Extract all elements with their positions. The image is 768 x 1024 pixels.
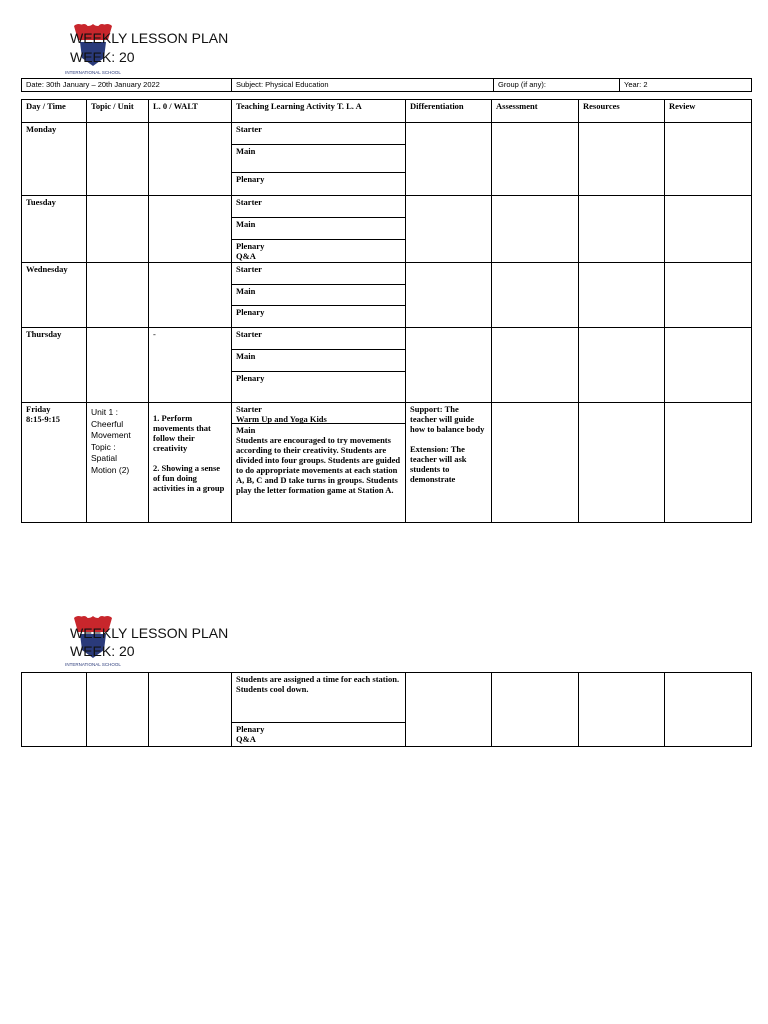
unit-line: Movement [91,430,131,440]
continuation-table [21,672,752,747]
tla-plenary: Plenary [236,307,265,317]
col-lo: L. 0 / WALT [149,100,232,123]
support-text: Support: The teacher will guide how to balance body [410,404,485,434]
col-assessment: Assessment [492,100,579,123]
friday-time: 8:15-9:15 [26,414,60,424]
school-logo-2 [64,610,122,672]
tla-starter: Starter [232,263,405,285]
unit-line: Spatial [91,453,117,463]
tla-starter: Starter [232,196,405,218]
col-topic: Topic / Unit [87,100,149,123]
col-review: Review [665,100,752,123]
tla-main [232,424,405,496]
plenary-label: Plenary [236,724,265,734]
plenary-label: Plenary [236,241,265,251]
logo-text: INTERNATIONAL SCHOOL [65,662,121,667]
tla-starter: Starter [232,123,405,145]
tla-cell [232,196,406,263]
table-row [22,673,752,747]
tla-cell [232,263,406,328]
unit-line: Cheerful [91,418,124,429]
header-row [22,100,752,123]
lo-thursday: - [149,328,232,403]
tla-cell [232,328,406,403]
table-row [22,123,752,196]
col-day: Day / Time [22,100,87,123]
group-cell [494,79,620,92]
year-text: Year: 2 [624,80,648,89]
lo-item-2: 2. Showing a sense of fun doing activities in a group [153,463,225,493]
day-thursday: Thursday [22,328,87,403]
table-row [22,403,752,523]
tla-starter: Starter [232,328,405,350]
lo-cell [149,403,232,523]
week-label: WEEK: 20 [70,49,135,65]
tla-cell [232,403,406,523]
tla-main: Main [232,285,405,306]
starter-text: Warm Up and Yoga Kids [236,414,327,424]
tla-starter [232,403,405,424]
subject-text: Subject: Physical Education [236,80,329,89]
plenary-note: Q&A [236,734,256,744]
col-resources: Resources [579,100,665,123]
table-row [22,263,752,328]
unit-line: Topic : [91,441,116,452]
page-title-2: WEEKLY LESSON PLAN [70,625,229,641]
starter-label: Starter [236,404,262,414]
col-tla: Teaching Learning Activity T. L. A [232,100,406,123]
main-text: Students are encouraged to try movements according to their creativity. Students are divided into four groups. Students are guided to do appropriate movements at each station A, B, C and D take turns in groups. Students play the letter formation game at Station A. [236,435,401,495]
logo-text: INTERNATIONAL SCHOOL [65,70,121,75]
tla-plenary [232,240,405,262]
day-wednesday: Wednesday [22,263,87,328]
day-monday: Monday [22,123,87,196]
unit-line: Motion (2) [91,464,130,475]
year-cell [620,79,752,92]
week-label-2: WEEK: 20 [70,643,135,659]
day-friday: Friday [26,404,51,414]
info-table [21,78,752,92]
extension-text: Extension: The teacher will ask students to demonstrate [410,444,467,484]
tla-plenary: Plenary [236,174,265,184]
unit-cell [87,403,149,523]
lo-item-1: 1. Perform movements that follow their creativity [153,413,211,453]
lesson-table [21,99,752,523]
group-text: Group (if any): [498,80,546,89]
tla-main: Main [232,350,405,372]
main-label: Main [236,425,256,435]
tla-main: Main [232,145,405,173]
day-friday-cell [22,403,87,523]
day-tuesday: Tuesday [22,196,87,263]
tla-cell [232,673,406,747]
col-differentiation: Differentiation [406,100,492,123]
page-title: WEEKLY LESSON PLAN [70,30,229,46]
table-row [22,328,752,403]
subject-cell [232,79,494,92]
date-cell [22,79,232,92]
tla-plenary: Plenary [236,373,265,383]
plenary-note: Q&A [236,251,256,261]
tla-plenary [232,723,405,745]
table-row [22,196,752,263]
differentiation-cell [406,403,492,523]
tla-cell [232,123,406,196]
unit-line: Unit 1 : [91,407,118,417]
date-text: Date: 30th January – 20th January 2022 [26,80,160,89]
tla-main: Main [232,218,405,240]
tla-main-continued: Students are assigned a time for each station. Students cool down. [232,673,405,723]
